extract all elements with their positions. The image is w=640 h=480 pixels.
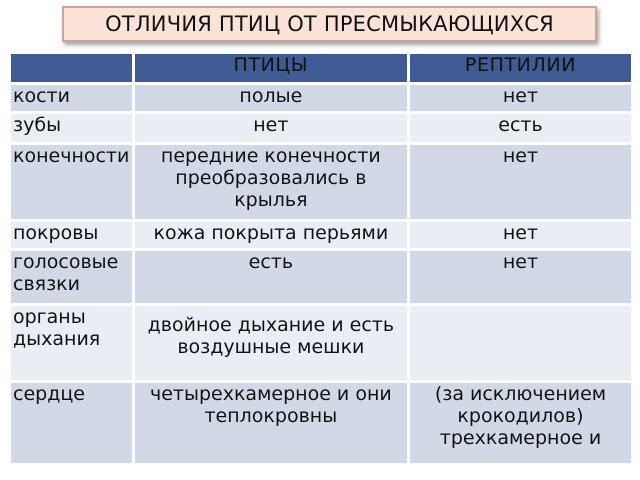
reptiles-cell xyxy=(410,306,631,380)
table-row xyxy=(11,145,631,219)
reptiles-cell: нет xyxy=(410,251,631,303)
header-reptiles: РЕПТИЛИИ xyxy=(410,54,631,82)
reptiles-cell: нет xyxy=(410,85,631,111)
feature-cell: зубы xyxy=(11,114,132,142)
birds-cell: двойное дыхание и есть воздушные мешки xyxy=(135,306,407,380)
birds-cell: полые xyxy=(135,85,407,111)
feature-cell: покровы xyxy=(11,222,132,248)
reptiles-cell: нет xyxy=(410,145,631,219)
reptiles-cell: есть xyxy=(410,114,631,142)
table-row xyxy=(11,383,631,463)
table-row xyxy=(11,306,631,380)
feature-cell: голосовые связки xyxy=(11,251,132,303)
table-row xyxy=(11,222,631,248)
birds-cell: есть xyxy=(135,251,407,303)
birds-cell: кожа покрыта перьями xyxy=(135,222,407,248)
header-birds: ПТИЦЫ xyxy=(135,54,407,82)
table-row xyxy=(11,114,631,142)
header-corner xyxy=(11,54,132,82)
slide-title: ОТЛИЧИЯ ПТИЦ ОТ ПРЕСМЫКАЮЩИХСЯ xyxy=(62,6,597,42)
reptiles-cell: нет xyxy=(410,222,631,248)
table-row xyxy=(11,85,631,111)
feature-cell: кости xyxy=(11,85,132,111)
table-header-row xyxy=(11,54,631,82)
reptiles-cell: (за исключением крокодилов) трехкамерное и xyxy=(410,383,631,463)
comparison-table xyxy=(8,51,634,466)
table-row xyxy=(11,251,631,303)
birds-cell: четырехкамерное и они теплокровны xyxy=(135,383,407,463)
feature-cell: сердце xyxy=(11,383,132,463)
birds-cell: передние конечности преобразовались в крылья xyxy=(135,145,407,219)
birds-cell: нет xyxy=(135,114,407,142)
feature-cell: органы дыхания xyxy=(11,306,132,380)
feature-cell: конечности xyxy=(11,145,132,219)
